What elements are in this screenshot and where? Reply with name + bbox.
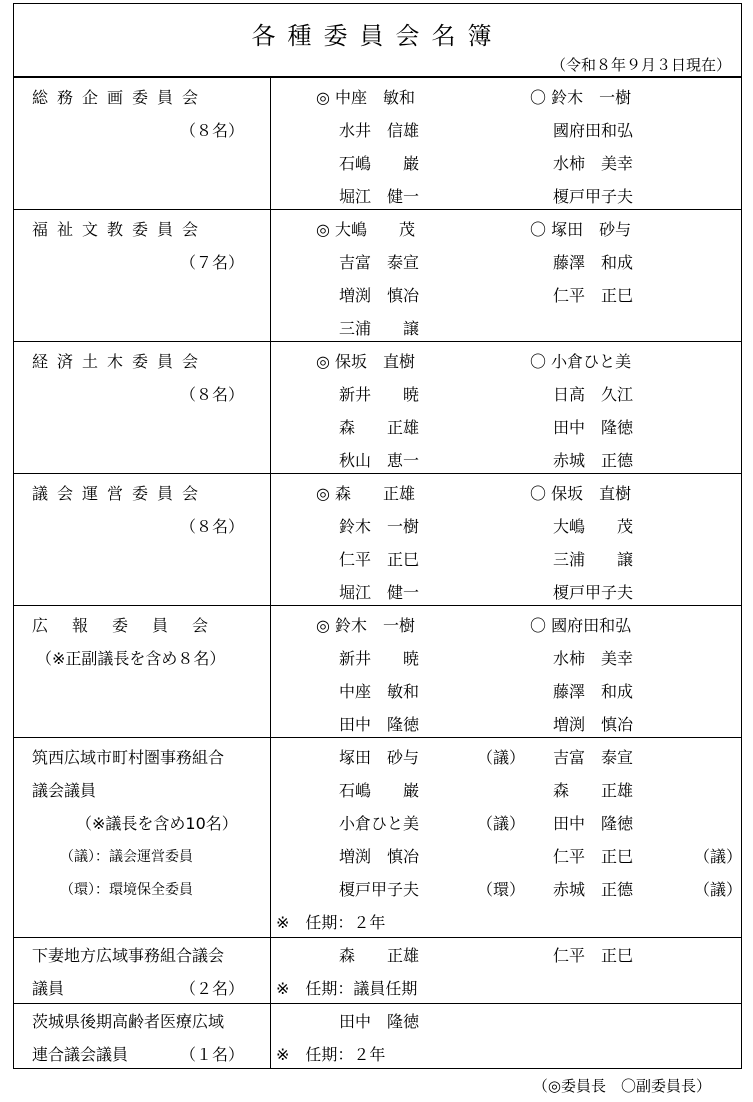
member-chair: ◎ 鈴木 一樹 bbox=[316, 616, 416, 635]
column-divider bbox=[270, 77, 271, 1069]
committee-count: （７名） bbox=[180, 253, 245, 272]
member: 増渕 慎冶 bbox=[339, 286, 420, 305]
org-name-2: 議会議員 bbox=[32, 781, 97, 800]
member-vice-chair: 〇 鈴木 一樹 bbox=[530, 88, 632, 107]
term-note: ※ 任期：２年 bbox=[276, 913, 386, 932]
member: 大嶋 茂 bbox=[553, 517, 634, 536]
org-count: （２名） bbox=[180, 979, 245, 998]
member: 藤澤 和成 bbox=[553, 682, 634, 701]
member: 水柿 美幸 bbox=[553, 649, 634, 668]
member: 三浦 譲 bbox=[339, 319, 420, 338]
member: 榎戸甲子夫 bbox=[553, 187, 634, 206]
org-count: （１名） bbox=[180, 1045, 245, 1064]
member: 増渕 慎冶 bbox=[339, 847, 420, 866]
member: 水柿 美幸 bbox=[553, 154, 634, 173]
member: 水井 信雄 bbox=[339, 121, 420, 140]
committee-count: （８名） bbox=[180, 385, 245, 404]
member: 鈴木 一樹 bbox=[339, 517, 420, 536]
committee-name: 福祉文教委員会 bbox=[32, 220, 208, 239]
member-vice-chair: 〇 小倉ひと美 bbox=[530, 352, 632, 371]
legend: （◎委員長 〇副委員長） bbox=[532, 1077, 711, 1095]
member: 田中 隆徳 bbox=[553, 418, 634, 437]
committee-name: 総務企画委員会 bbox=[32, 88, 208, 107]
roster-frame bbox=[13, 3, 742, 1069]
member: 森 正雄 bbox=[339, 946, 420, 965]
member: 堀江 健一 bbox=[339, 187, 420, 206]
org-name: 茨城県後期高齢者医療広域 bbox=[32, 1012, 225, 1031]
org-name: 筑西広域市町村圏事務組合 bbox=[32, 748, 225, 767]
member: 吉富 泰宣 bbox=[553, 748, 634, 767]
member-vice-chair: 〇 保坂 直樹 bbox=[530, 484, 632, 503]
member-mark: （議） bbox=[477, 814, 526, 833]
member: 田中 隆徳 bbox=[553, 814, 634, 833]
member: 三浦 譲 bbox=[553, 550, 634, 569]
page-title: 各種委員会名簿 bbox=[251, 22, 504, 50]
member: 堀江 健一 bbox=[339, 583, 420, 602]
member: 秋山 恵一 bbox=[339, 451, 420, 470]
member: 赤城 正德 bbox=[553, 451, 634, 470]
member: 小倉ひと美 bbox=[339, 814, 420, 833]
committee-count: （８名） bbox=[180, 517, 245, 536]
term-note: ※ 任期：議員任期 bbox=[276, 979, 418, 998]
committee-name: 経済土木委員会 bbox=[32, 352, 208, 371]
member: 田中 隆徳 bbox=[339, 1012, 420, 1031]
committee-name: 広 報 委 員 会 bbox=[32, 616, 213, 635]
committee-count: （８名） bbox=[180, 121, 245, 140]
org-name: 下妻地方広域事務組合議会 bbox=[32, 946, 225, 965]
member: 國府田和弘 bbox=[553, 121, 634, 140]
member: 石嶋 巌 bbox=[339, 781, 420, 800]
member: 榎戸甲子夫 bbox=[339, 880, 420, 899]
member-chair: ◎ 保坂 直樹 bbox=[316, 352, 416, 371]
member: 塚田 砂与 bbox=[339, 748, 420, 767]
member: 新井 暁 bbox=[339, 385, 420, 404]
member-chair: ◎ 中座 敏和 bbox=[316, 88, 416, 107]
member: 新井 暁 bbox=[339, 649, 420, 668]
member: 仁平 正巳 bbox=[553, 286, 634, 305]
member-chair: ◎ 森 正雄 bbox=[316, 484, 416, 503]
member: 田中 隆徳 bbox=[339, 715, 420, 734]
member: 仁平 正巳 bbox=[339, 550, 420, 569]
member-chair: ◎ 大嶋 茂 bbox=[316, 220, 416, 239]
member-mark: （環） bbox=[477, 880, 526, 899]
committee-count: （※正副議長を含め８名） bbox=[36, 649, 226, 668]
member: 森 正雄 bbox=[339, 418, 420, 437]
member: 仁平 正巳 bbox=[553, 847, 634, 866]
member-mark: （議） bbox=[694, 880, 743, 899]
member: 榎戸甲子夫 bbox=[553, 583, 634, 602]
org-name-2: 議員 bbox=[32, 979, 65, 998]
org-name-2: 連合議会議員 bbox=[32, 1045, 129, 1064]
member: 中座 敏和 bbox=[339, 682, 420, 701]
member: 森 正雄 bbox=[553, 781, 634, 800]
member: 藤澤 和成 bbox=[553, 253, 634, 272]
committee-name: 議会運営委員会 bbox=[32, 484, 208, 503]
note-kan: （環）：環境保全委員 bbox=[60, 882, 193, 898]
member-vice-chair: 〇 塚田 砂与 bbox=[530, 220, 632, 239]
as-of-date: （令和８年９月３日現在） bbox=[550, 56, 731, 74]
member: 仁平 正巳 bbox=[553, 946, 634, 965]
title-box bbox=[14, 4, 741, 77]
note-gi: （議）：議会運営委員 bbox=[60, 849, 193, 865]
member-mark: （議） bbox=[694, 847, 743, 866]
member: 赤城 正德 bbox=[553, 880, 634, 899]
member: 増渕 慎冶 bbox=[553, 715, 634, 734]
member: 石嶋 巌 bbox=[339, 154, 420, 173]
member: 日高 久江 bbox=[553, 385, 634, 404]
member-vice-chair: 〇 國府田和弘 bbox=[530, 616, 632, 635]
member: 吉富 泰宣 bbox=[339, 253, 420, 272]
term-note: ※ 任期：２年 bbox=[276, 1045, 386, 1064]
member-mark: （議） bbox=[477, 748, 526, 767]
org-count: （※議長を含め10名） bbox=[76, 814, 238, 833]
